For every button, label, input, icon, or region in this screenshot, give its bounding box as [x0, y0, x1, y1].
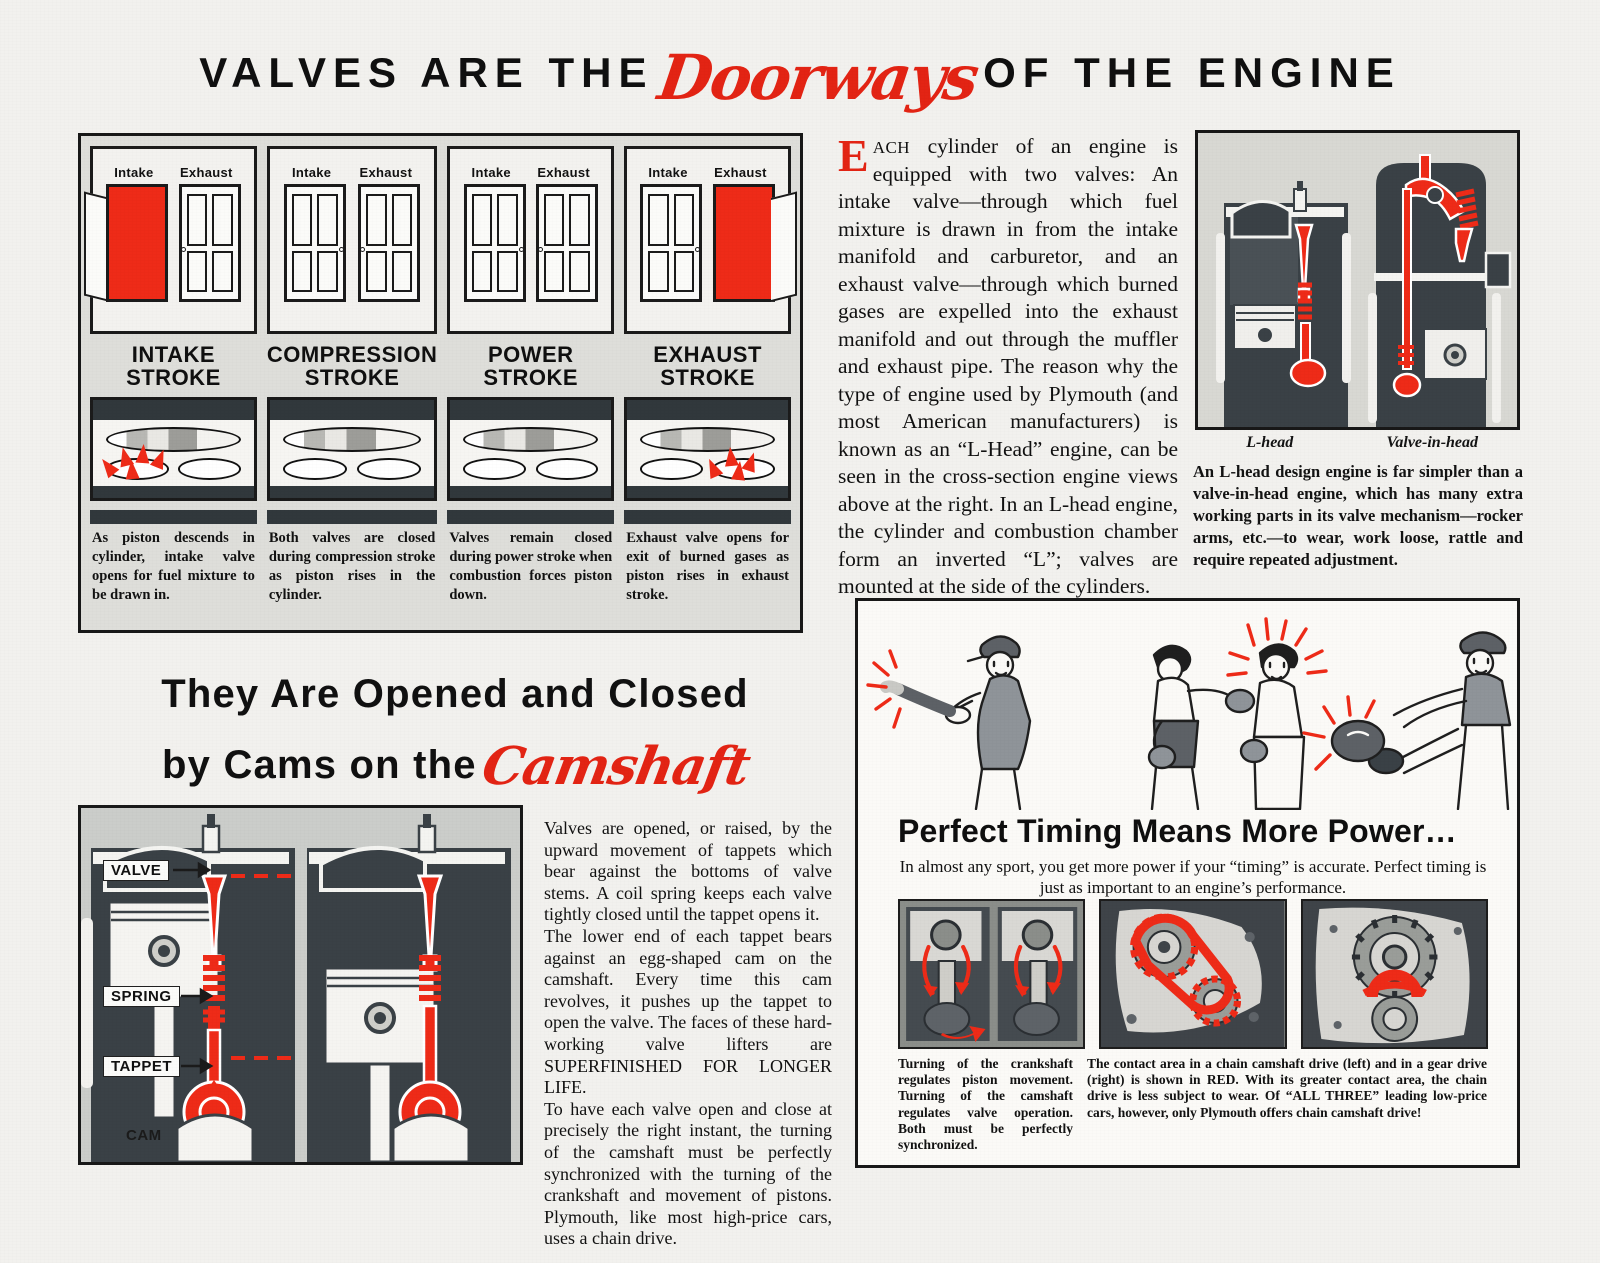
cylinder-body	[93, 420, 254, 486]
stroke-title	[90, 343, 257, 389]
cam-label-cam: CAM	[126, 1127, 162, 1144]
door-intake-closed	[284, 184, 346, 302]
section-title-line2: by Cams on the	[162, 743, 477, 787]
engine-figure-labels	[1195, 434, 1520, 452]
cylinder-cross-section-exhaust	[624, 397, 791, 501]
door-panel	[366, 194, 387, 246]
stroke-panel-compression	[267, 146, 438, 620]
valve-ellipse	[536, 458, 599, 480]
door-intake-closed	[640, 184, 702, 302]
door-exhaust-open	[713, 184, 775, 302]
door-panel	[392, 251, 413, 292]
four-stroke-diagram	[78, 133, 803, 633]
door-panel	[317, 251, 338, 292]
cam-label-spring: SPRING	[103, 986, 180, 1007]
perfect-timing-panel	[855, 598, 1520, 1168]
crankshaft-diagram-svg	[900, 901, 1083, 1047]
stroke-title-line2: STROKE	[483, 365, 579, 391]
chain-drive-svg	[1101, 901, 1284, 1047]
stroke-title	[267, 343, 438, 389]
timing-caption-row	[898, 1056, 1490, 1153]
cylinder-body	[270, 420, 435, 486]
stroke-title-line1: EXHAUST	[653, 342, 762, 367]
cylinder-head-band	[450, 400, 611, 420]
valve-ellipse	[178, 458, 241, 480]
camshaft-paragraph-1: Valves are opened, or raised, by the upward movement of tappets which bear against the bottoms of valve stems. A coil spring keeps each valve tightly closed until the tappet opens it.	[544, 818, 832, 925]
football-icon	[1332, 721, 1384, 761]
door-knob-icon	[519, 247, 524, 252]
stroke-title	[447, 343, 614, 389]
door-panel	[472, 194, 493, 246]
stroke-title-line2: STROKE	[304, 365, 400, 391]
door-panel	[497, 251, 518, 292]
door-panel	[317, 194, 338, 246]
exhaust-flow-arrows	[701, 440, 778, 481]
engine-figure-caption: An L-head design engine is far simpler than a valve-in-head engine, which has many extra working parts in its valve mechanism—rocker arms, etc.—to wear, work loose, rattle and require repeated adjustment.	[1193, 462, 1523, 569]
cam-label-valve: VALVE	[103, 860, 169, 881]
stroke-caption: Valves remain closed during power stroke when combustion forces piston down.	[449, 530, 613, 603]
door-knob-icon	[695, 247, 700, 252]
stroke-title-line1: POWER	[487, 342, 574, 367]
door-label-exhaust: Exhaust	[537, 165, 590, 180]
section-title-line1: They Are Opened and Closed	[161, 672, 749, 716]
cylinder-head-band	[627, 400, 788, 420]
cylinder-base-band	[270, 486, 435, 498]
cylinder-head-band	[93, 400, 254, 420]
cylinder-head-band	[270, 400, 435, 420]
door-panel	[187, 251, 208, 292]
door-illustration-compression	[267, 146, 438, 334]
cylinder-cross-section-intake	[90, 397, 257, 501]
caption-rule	[447, 510, 614, 524]
door-panel	[392, 194, 413, 246]
intro-paragraph	[838, 130, 1178, 601]
gear-drive-svg	[1303, 901, 1486, 1047]
door-panel	[674, 251, 695, 292]
page-title	[0, 40, 1600, 114]
door-panel	[497, 194, 518, 246]
section-title-camshaft	[60, 665, 850, 798]
label-valve-in-head: Valve-in-head	[1386, 434, 1479, 451]
valve-ellipse	[463, 458, 526, 480]
cylinder-base-band	[627, 486, 788, 498]
door-panel	[648, 194, 669, 246]
door-panel	[544, 251, 565, 292]
cylinder-cross-section-compression	[267, 397, 438, 501]
cylinder-base-band	[93, 486, 254, 498]
door-knob-icon	[339, 247, 344, 252]
door-label-intake: Intake	[648, 165, 688, 180]
cylinder-base-band	[450, 486, 611, 498]
caption-rule	[90, 510, 257, 524]
camshaft-paragraph-2: The lower end of each tappet bears against an egg-shaped cam on the camshaft. Every time this cam revolves, it pushes up the tappet to open the valve. The faces of these hard-working valve lifters are SUPERFINISHED FOR LONGER LIFE.	[544, 925, 832, 1098]
timing-figure-crankshaft	[898, 899, 1085, 1049]
l-head-engine-drawing	[1216, 181, 1351, 427]
cam-label-tappet: TAPPET	[103, 1056, 180, 1077]
intro-smallcaps: ACH	[872, 138, 911, 157]
door-exhaust-closed	[536, 184, 598, 302]
door-illustration-intake	[90, 146, 257, 334]
stroke-title	[624, 343, 791, 389]
intro-body-text	[838, 130, 1178, 601]
door-knob-icon	[181, 247, 186, 252]
cutaway-right	[307, 814, 511, 1162]
stroke-panel-exhaust	[624, 146, 791, 620]
door-panel	[674, 194, 695, 246]
stroke-panel-power	[447, 146, 614, 620]
perfect-timing-subtitle: In almost any sport, you get more power if your “timing” is accurate. Perfect timing is just as important to an engine’s performance.	[899, 857, 1487, 898]
valve-ellipse	[357, 458, 421, 480]
door-panel	[187, 194, 208, 246]
door-panel	[569, 194, 590, 246]
door-panel	[544, 194, 565, 246]
stroke-caption: As piston descends in cylinder, intake valve opens for fuel mixture to be drawn in.	[92, 530, 255, 603]
section-title-script-camshaft: Camshaft	[477, 736, 754, 797]
door-intake-closed	[464, 184, 526, 302]
camshaft-body-text	[544, 818, 832, 1250]
door-knob-icon	[360, 247, 365, 252]
sports-illustration-strip	[862, 605, 1513, 810]
door-illustration-power	[447, 146, 614, 334]
door-label-intake: Intake	[291, 165, 332, 180]
cylinder-body	[627, 420, 788, 486]
valve-ellipse	[283, 458, 347, 480]
engine-cross-section-figure	[1195, 130, 1520, 430]
door-panel	[472, 251, 493, 292]
label-l-head: L-head	[1246, 434, 1294, 451]
caption-rule	[624, 510, 791, 524]
cylinder-body	[450, 420, 611, 486]
drop-cap-e: E	[838, 130, 869, 181]
stroke-caption: Both valves are closed during compression stroke as piston rises in the cylinder.	[268, 530, 436, 603]
camshaft-paragraph-3: To have each valve open and close at precisely the right instant, the turning of the camshaft must be perfectly synchronized with the turning of the crankshaft and movement of pistons. Plymouth, like most high-price cars, uses a chain drive.	[544, 1098, 832, 1249]
page-title-part2: OF THE ENGINE	[983, 49, 1401, 96]
valve-ellipse	[640, 458, 703, 480]
door-panel	[212, 251, 233, 292]
page-title-script-doorways: Doorways	[654, 40, 983, 114]
timing-caption-left: Turning of the crankshaft regulates piston movement. Turning of the camshaft regulates valve operation. Both must be perfectly synchronized.	[898, 1056, 1073, 1152]
timing-figure-chain-drive	[1099, 899, 1286, 1049]
door-exhaust-closed	[358, 184, 420, 302]
sports-figures-svg	[862, 605, 1513, 810]
caption-rule	[267, 510, 438, 524]
stroke-panel-intake	[90, 146, 257, 620]
cylinder-bore-ellipse	[463, 427, 598, 452]
door-panel	[212, 194, 233, 246]
stroke-title-line2: STROKE	[660, 365, 755, 391]
timing-caption-right: The contact area in a chain camshaft drive (left) and in a gear drive (right) is shown in RED. With its greater contact area, the chain drive is less subject to wear. Of “ALL THREE” leading low-price cars, however, only Plymouth offers chain camshaft drive!	[1087, 1056, 1487, 1120]
door-panel	[648, 251, 669, 292]
engine-cross-section-svg	[1198, 133, 1517, 427]
timing-figure-row	[898, 899, 1488, 1049]
door-knob-icon	[538, 247, 543, 252]
door-panel	[292, 251, 313, 292]
door-label-exhaust: Exhaust	[714, 165, 767, 180]
door-panel	[292, 194, 313, 246]
cylinder-bore-ellipse	[283, 427, 421, 452]
stroke-title-line1: INTAKE	[131, 342, 216, 367]
open-door-swing	[771, 192, 797, 302]
stroke-caption: Exhaust valve opens for exit of burned gases as piston rises in exhaust stroke.	[626, 530, 790, 603]
stroke-title-line1: COMPRESSION	[266, 342, 438, 367]
intro-text: cylinder of an engine is equipped with two valves: An intake valve—through which fuel mixture is drawn in from the intake manifold and carburetor, and an exhaust valve—through which burned gases are expelled into the exhaust manifold and out through the muffler and exhaust pipe. The reason why the type of engine used by Plymouth (and most American manufacturers) is known as an “L-Head” engine, can be seen in the cross-section engine views above at the right. In an L-head engine, the cylinder and combustion chamber form an inverted “L”; valves are mounted at the side of the cylinders.	[838, 134, 1178, 599]
door-exhaust-closed	[179, 184, 241, 302]
timing-figure-gear-drive	[1301, 899, 1488, 1049]
door-illustration-exhaust	[624, 146, 791, 334]
door-label-exhaust: Exhaust	[179, 165, 233, 180]
cylinder-cross-section-power	[447, 397, 614, 501]
door-intake-open	[106, 184, 168, 302]
door-label-intake: Intake	[114, 165, 154, 180]
perfect-timing-title: Perfect Timing Means More Power…	[898, 813, 1457, 849]
intake-flow-arrows	[99, 440, 183, 481]
door-panel	[569, 251, 590, 292]
camshaft-cutaway-figure	[78, 805, 523, 1165]
page-title-part1: VALVES ARE THE	[199, 49, 654, 96]
door-label-intake: Intake	[471, 165, 511, 180]
stroke-title-line2: STROKE	[126, 365, 221, 391]
small-gear	[1372, 997, 1417, 1041]
door-panel	[366, 251, 387, 292]
door-label-exhaust: Exhaust	[359, 165, 413, 180]
